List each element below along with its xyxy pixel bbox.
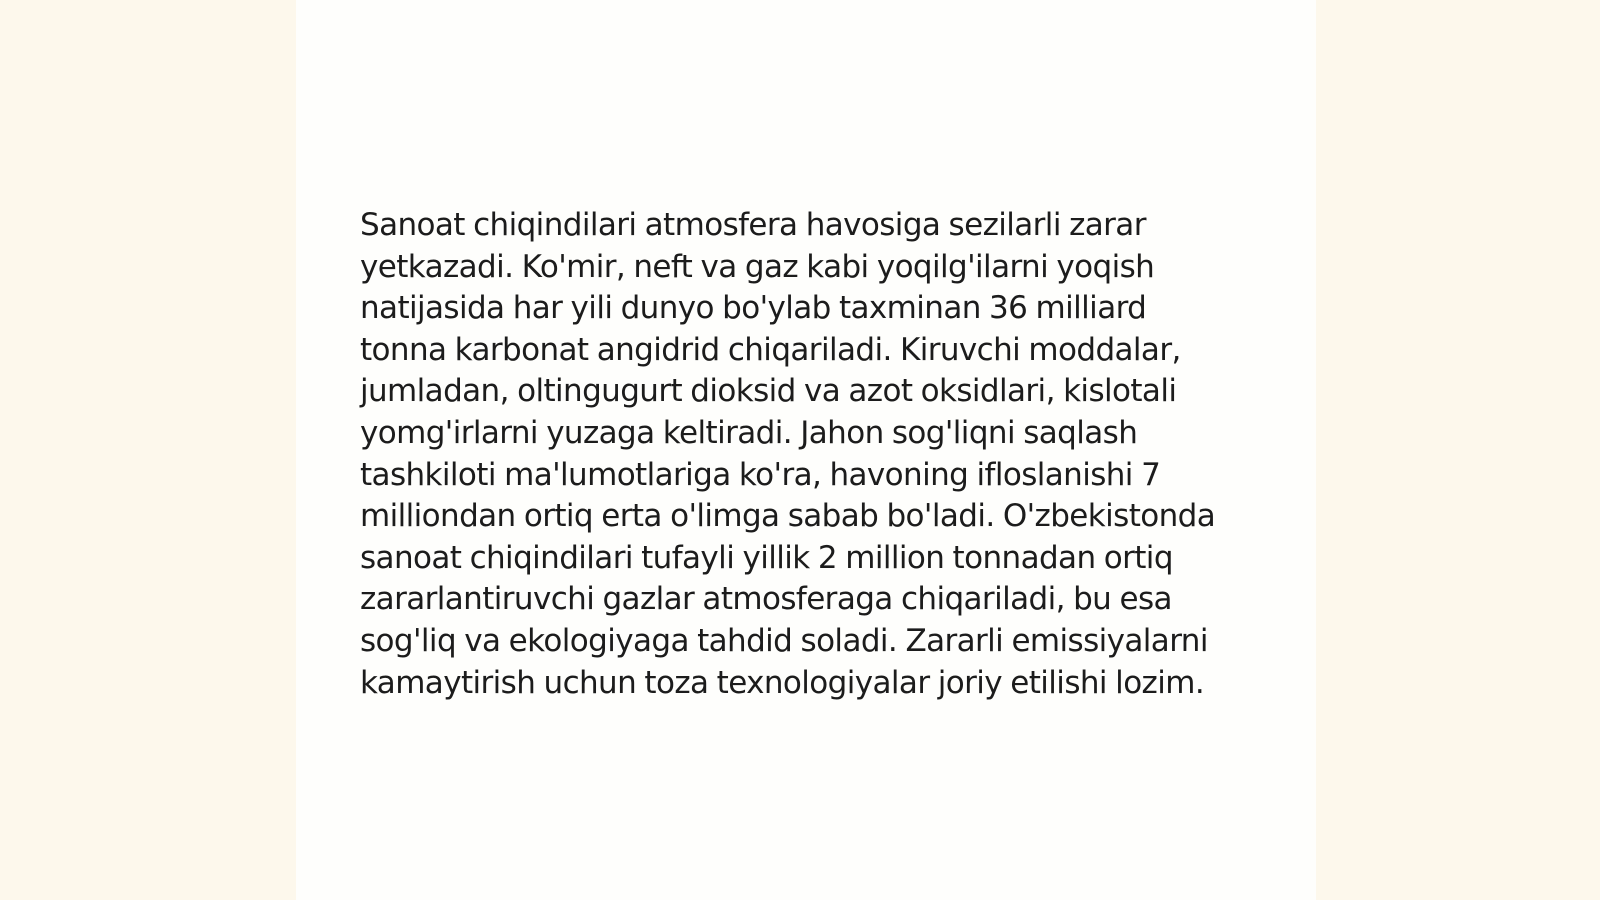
document-page bbox=[296, 0, 1316, 900]
body-paragraph: Sanoat chiqindilari atmosfera havosiga sezilarli zarar yetkazadi. Ko'mir, neft va gaz kabi yoqilg'ilarni yoqish natijasida har yili dunyo bo'ylab taxminan 36 milliard tonna karbonat angidrid chiqariladi. Kiruvchi moddalar, jumladan, oltingugurt dioksid va azot oksidlari, kislotali yomg'irlarni yuzaga keltiradi. Jahon sog'liqni saqlash tashkiloti ma'lumotlariga ko'ra, havoning ifloslanishi 7 milliondan ortiq erta o'limga sabab bo'ladi. O'zbekistonda sanoat chiqindilari tufayli yillik 2 million tonnadan ortiq zararlantiruvchi gazlar atmosferaga chiqariladi, bu esa sog'liq va ekologiyaga tahdid soladi. Zararli emissiyalarni kamaytirish uchun toza texnologiyalar joriy etilishi lozim. bbox=[360, 207, 1216, 701]
